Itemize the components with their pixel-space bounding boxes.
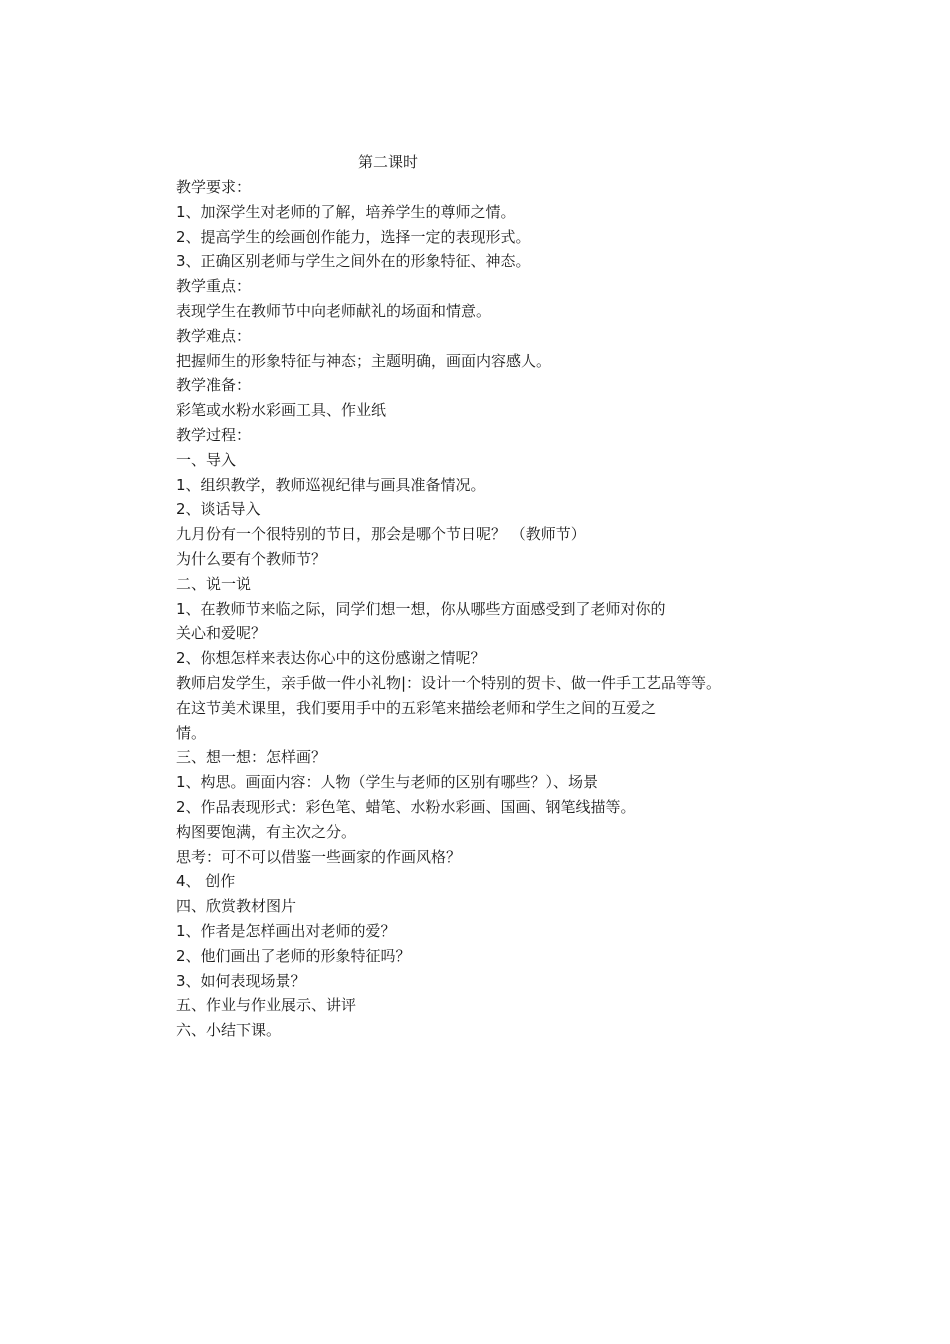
text-line: 3、正确区别老师与学生之间外在的形象特征、神态。 xyxy=(176,252,531,271)
text-line: 在这节美术课里，我们要用手中的五彩笔来描绘老师和学生之间的互爱之 xyxy=(176,698,657,717)
text-line: 2、提高学生的绘画创作能力，选择一定的表现形式。 xyxy=(176,227,531,246)
text-line: 1、加深学生对老师的了解，培养学生的尊师之情。 xyxy=(176,202,516,221)
text-line: 构图要饱满，有主次之分。 xyxy=(176,822,357,841)
text-line: 二、说一说 xyxy=(176,574,252,593)
text-line: 教学难点： xyxy=(176,326,252,345)
text-line: 教学要求： xyxy=(176,178,252,196)
text-line: 4、 创作 xyxy=(176,872,236,891)
text-line: 情。 xyxy=(176,723,207,742)
text-line: 2、他们画出了老师的形象特征吗？ xyxy=(176,946,411,965)
text-line: 为什么要有个教师节？ xyxy=(176,549,327,568)
text-line: 四、欣赏教材图片 xyxy=(176,897,297,916)
text-line: 3、如何表现场景？ xyxy=(176,971,306,990)
text-line: 五、作业与作业展示、讲评 xyxy=(176,996,357,1015)
text-line: 关心和爱呢？ xyxy=(176,624,267,643)
text-line: 1、构思。画面内容：人物（学生与老师的区别有哪些？）、场景 xyxy=(176,773,599,792)
text-line: 表现学生在教师节中向老师献礼的场面和情意。 xyxy=(176,301,492,320)
text-line: 三、想一想：怎样画？ xyxy=(176,748,327,767)
text-line: 彩笔或水粉水彩画工具、作业纸 xyxy=(176,401,387,420)
text-line: 六、小结下课。 xyxy=(176,1021,282,1040)
text-line: 把握师生的形象特征与神态；主题明确，画面内容感人。 xyxy=(176,351,552,370)
text-line: 教学重点： xyxy=(176,277,252,296)
page-title: 第二课时 xyxy=(358,153,419,171)
text-line: 思考：可不可以借鉴一些画家的作画风格？ xyxy=(176,847,462,866)
text-line: 教师启发学生，亲手做一件小礼物|：设计一个特别的贺卡、做一件手工艺品等等。 xyxy=(176,673,722,692)
text-line: 1、组织教学，教师巡视纪律与画具准备情况。 xyxy=(176,475,486,494)
text-line: 2、谈话导入 xyxy=(176,500,261,519)
text-line: 1、作者是怎样画出对老师的爱？ xyxy=(176,921,396,940)
text-line: 教学过程： xyxy=(176,425,252,444)
text-line: 九月份有一个很特别的节日，那会是哪个节日呢？ （教师节） xyxy=(176,525,586,544)
text-line: 1、在教师节来临之际，同学们想一想，你从哪些方面感受到了老师对你的 xyxy=(176,599,666,618)
text-line: 2、你想怎样来表达你心中的这份感谢之情呢？ xyxy=(176,649,486,668)
text-line: 教学准备： xyxy=(176,376,252,395)
text-line: 一、导入 xyxy=(176,450,237,469)
document-body xyxy=(176,175,876,1043)
text-line: 2、作品表现形式：彩色笔、蜡笔、水粉水彩画、国画、钢笔线描等。 xyxy=(176,797,636,816)
